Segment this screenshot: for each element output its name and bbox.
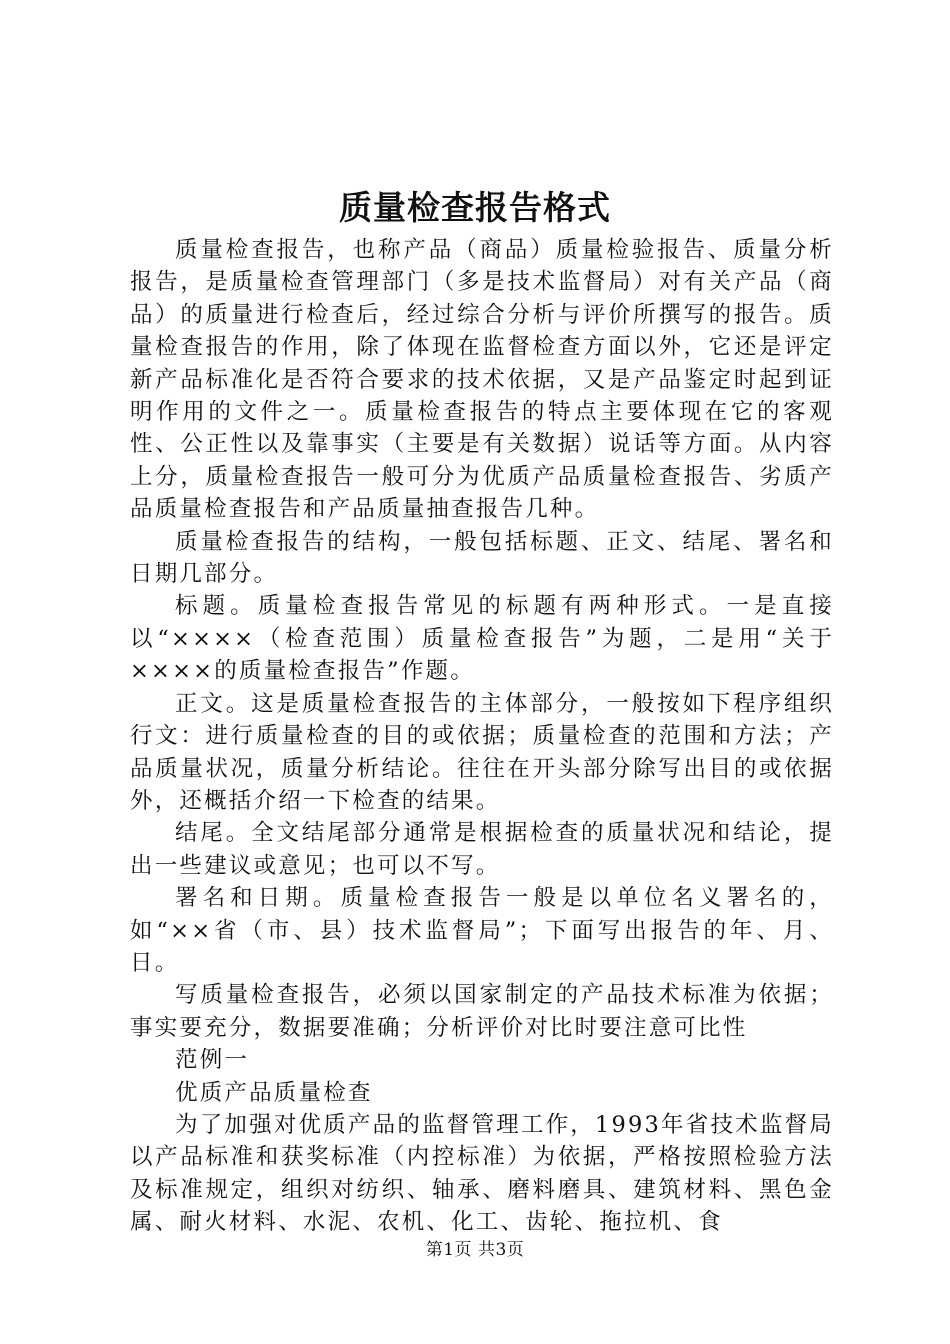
- paragraph-signature-section: 署名和日期。质量检查报告一般是以单位名义署名的，如“××省（市、县）技术监督局”；下面写出报告的年、月、日。: [130, 885, 834, 976]
- document-body: [130, 234, 834, 1239]
- example-subheading: 优质产品质量检查: [175, 1079, 373, 1106]
- paragraph-structure: 质量检查报告的结构，一般包括标题、正文、结尾、署名和日期几部分。: [130, 528, 834, 588]
- page-footer: 第1页 共3页: [425, 1240, 525, 1260]
- document-title: 质量检查报告格式: [339, 188, 611, 227]
- paragraph-title-section: 标题。质量检查报告常见的标题有两种形式。一是直接以“××××（检查范围）质量检查报告”为题，二是用“关于××××的质量检查报告”作题。: [130, 593, 834, 685]
- paragraph-ending-section: 结尾。全文结尾部分通常是根据检查的质量状况和结论，提出一些建议或意见；也可以不写。: [130, 820, 834, 879]
- paragraph-intro: 质量检查报告，也称产品（商品）质量检验报告、质量分析报告，是质量检查管理部门（多是技术监督局）对有关产品（商品）的质量进行检查后，经过综合分析与评价所撰写的报告。质量检查报告的作用，除了体现在监督检查方面以外，它还是评定新产品标准化是否符合要求的技术依据，又是产品鉴定时起到证明作用的文件之一。质量检查报告的特点主要体现在它的客观性、公正性以及靠事实（主要是有关数据）说话等方面。从内容上分，质量检查报告一般可分为优质产品质量检查报告、劣质产品质量检查报告和产品质量抽查报告几种。: [130, 237, 834, 523]
- example-heading: 范例一: [175, 1047, 250, 1074]
- paragraph-writing-guidance: 写质量检查报告，必须以国家制定的产品技术标准为依据；事实要充分，数据要准确；分析评价对比时要注意可比性: [130, 982, 834, 1041]
- paragraph-example-body: 为了加强对优质产品的监督管理工作，1993年省技术监督局以产品标准和获奖标准（内控标准）为依据，严格按照检验方法及标准规定，组织对纺织、轴承、磨料磨具、建筑材料、黑色金属、耐火材料、水泥、农机、化工、齿轮、拖拉机、食: [130, 1111, 834, 1236]
- paragraph-body-section: 正文。这是质量检查报告的主体部分，一般按如下程序组织行文：进行质量检查的目的或依据；质量检查的范围和方法；产品质量状况，质量分析结论。往往在开头部分除写出目的或依据外，还概括介绍一下检查的结果。: [130, 690, 834, 814]
